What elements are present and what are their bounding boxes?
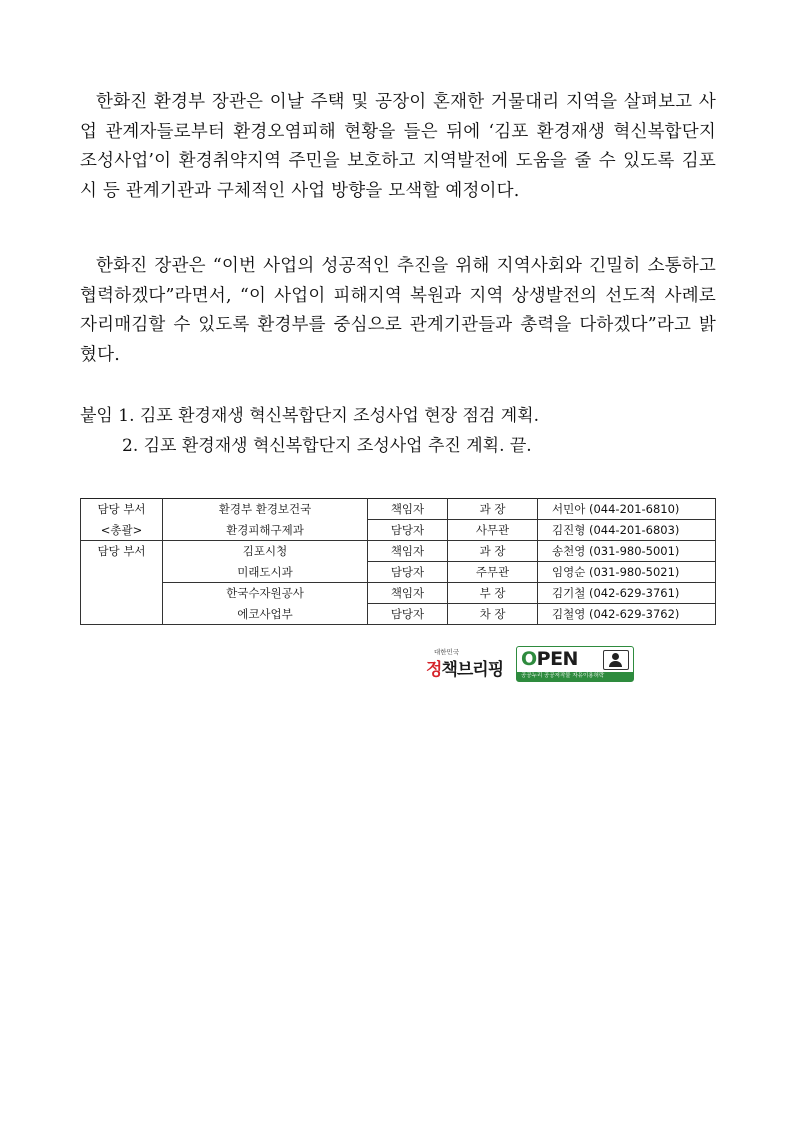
title-cell: 과 장: [448, 499, 538, 520]
role-cell: 책임자: [368, 541, 448, 562]
org-name: 김포시청: [163, 541, 368, 562]
title-cell: 사무관: [448, 520, 538, 541]
org-name: 환경부 환경보건국: [163, 499, 368, 520]
dept-label: 담당 부서: [81, 499, 163, 520]
logo-small-text: 대한민국: [434, 648, 460, 656]
body-paragraph-2: 한화진 장관은 “이번 사업의 성공적인 추진을 위해 지역사회와 긴밀히 소통하고 협력하겠다”라면서, “이 사업이 피해지역 복원과 지역 상생발전의 선도적 사례로 자리매김할 수 있도록 환경부를 중심으로 관계기관들과 총력을 다하겠다”라고 밝혔다.: [80, 256, 716, 365]
policy-briefing-logo: [426, 644, 512, 684]
attribution-icon: [603, 650, 629, 670]
license-bar-text: 공공누리 공공저작물 자유이용허락: [517, 672, 633, 681]
role-cell: 담당자: [368, 604, 448, 625]
footer-logos: [426, 644, 716, 684]
role-cell: 책임자: [368, 583, 448, 604]
table-row: [81, 520, 716, 541]
contact-table: [80, 498, 716, 625]
attachment-line-2: 2. 김포 환경재생 혁신복합단지 조성사업 추진 계획. 끝.: [122, 436, 532, 456]
contact-cell: 김철영 (042-629-3762): [538, 604, 716, 625]
empty-cell: [81, 604, 163, 625]
open-word: OPEN: [521, 648, 578, 670]
body-paragraph-1: 한화진 환경부 장관은 이날 주택 및 공장이 혼재한 거물대리 지역을 살펴보고 사업 관계자들로부터 환경오염피해 현황을 들은 뒤에 ‘김포 환경재생 혁신복합단지 조성사업’이 환경취약지역 주민을 보호하고 지역발전에 도움을 줄 수 있도록 김포시 등 관계기관과 구체적인 사업 방향을 모색할 예정이다.: [80, 92, 716, 201]
contact-cell: 임영순 (031-980-5021): [538, 562, 716, 583]
contact-cell: 김기철 (042-629-3761): [538, 583, 716, 604]
role-cell: 책임자: [368, 499, 448, 520]
open-license-logo: [516, 646, 634, 682]
contact-cell: 서민아 (044-201-6810): [538, 499, 716, 520]
role-cell: 담당자: [368, 562, 448, 583]
role-cell: 담당자: [368, 520, 448, 541]
contact-cell: 송천영 (031-980-5001): [538, 541, 716, 562]
table-row: [81, 541, 716, 562]
org-name: 에코사업부: [163, 604, 368, 625]
dept-label-sub: <총괄>: [81, 520, 163, 541]
logo-main-text: 정책브리핑: [426, 660, 504, 680]
title-cell: 차 장: [448, 604, 538, 625]
table-row: [81, 562, 716, 583]
table-row: [81, 499, 716, 520]
org-name: 한국수자원공사: [163, 583, 368, 604]
table-row: [81, 583, 716, 604]
table-row: [81, 604, 716, 625]
title-cell: 부 장: [448, 583, 538, 604]
attachment-line-1: 붙임 1. 김포 환경재생 혁신복합단지 조성사업 현장 점검 계획.: [80, 406, 539, 426]
org-name: 환경피해구제과: [163, 520, 368, 541]
dept-label: 담당 부서: [81, 541, 163, 562]
org-name: 미래도시과: [163, 562, 368, 583]
empty-cell: [81, 583, 163, 604]
title-cell: 주무관: [448, 562, 538, 583]
title-cell: 과 장: [448, 541, 538, 562]
contact-cell: 김진형 (044-201-6803): [538, 520, 716, 541]
empty-cell: [81, 562, 163, 583]
